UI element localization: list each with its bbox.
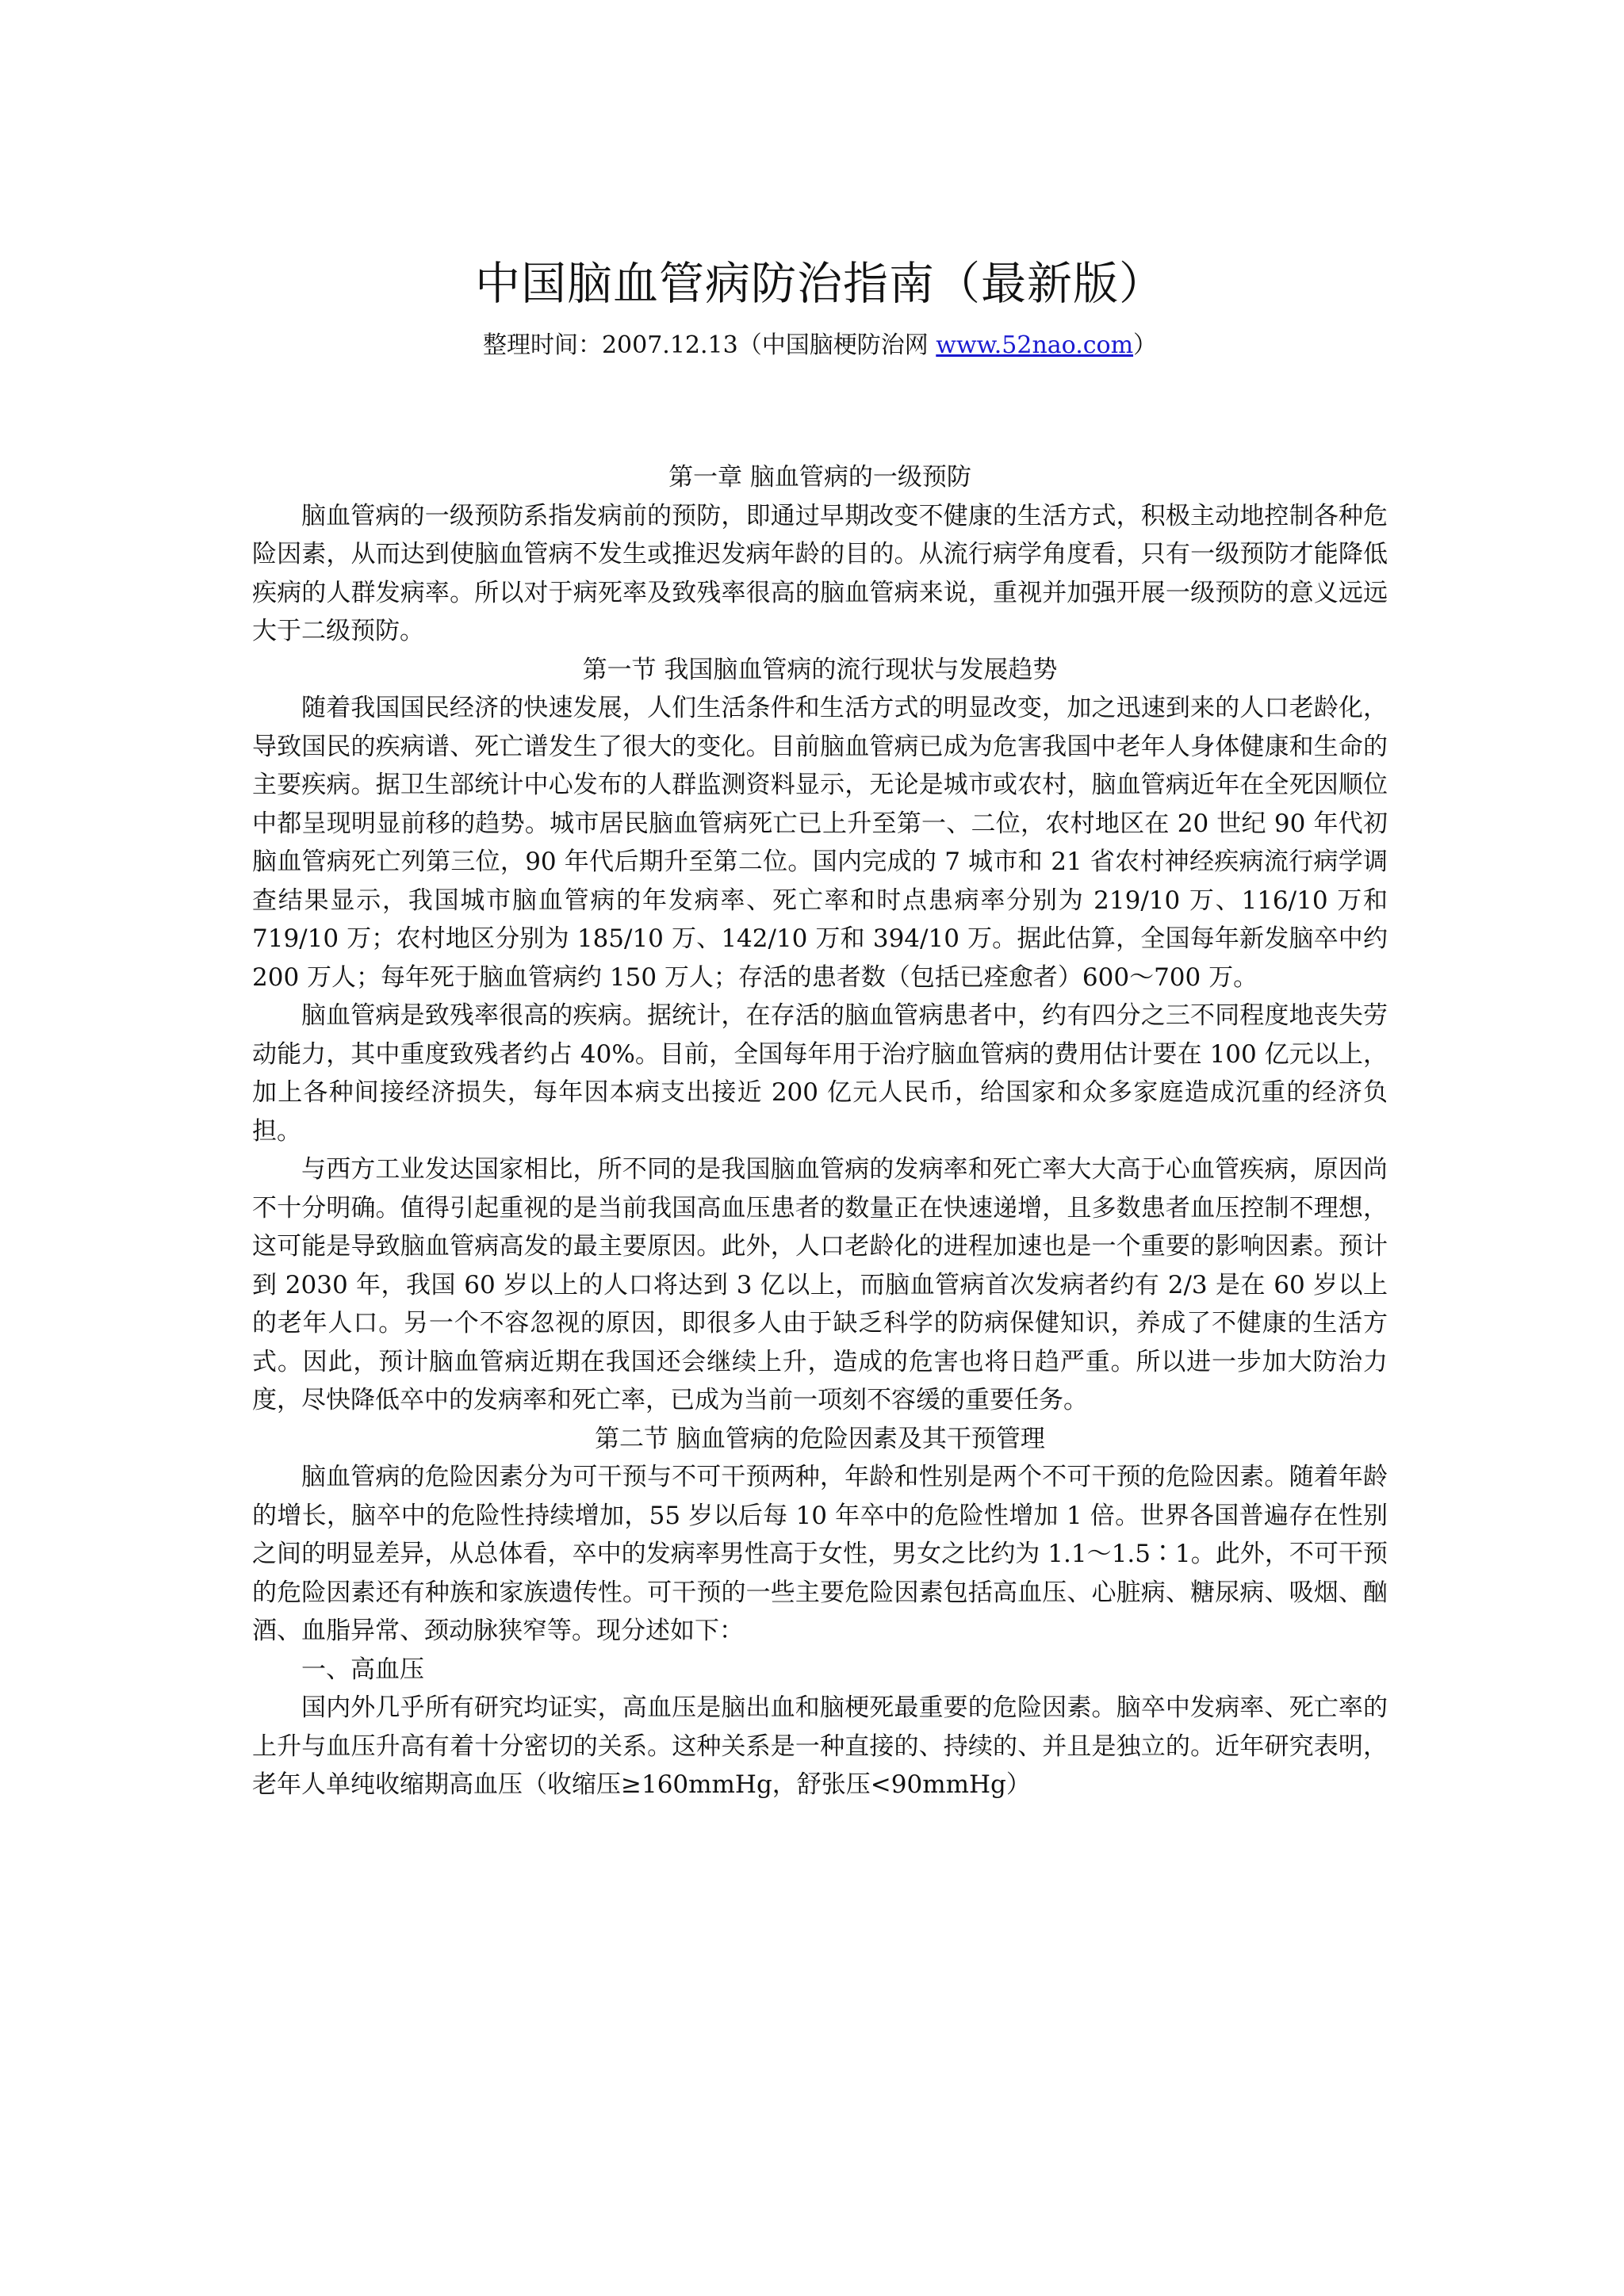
- subtitle-date: 整理时间：2007.12.13（中国脑梗防治网: [482, 331, 936, 359]
- document-title: 中国脑血管病防治指南（最新版）: [475, 258, 1165, 310]
- paragraph: 脑血管病的危险因素分为可干预与不可干预两种，年龄和性别是两个不可干预的危险因素。随着年龄的增长，脑卒中的危险性持续增加，55 岁以后每 10 年卒中的危险性增加 1 倍。世界各国普遍存在性别之间的明显差异，从总体看，卒中的发病率男性高于女性，男女之比约为 1.1～1.5∶1。此外，不可干预的危险因素还有种族和家族遗传性。可干预的一些主要危险因素包括高血压、心脏病、糖尿病、吸烟、酗酒、血脂异常、颈动脉狭窄等。现分述如下：: [252, 1463, 1388, 1645]
- section-heading-1: 第一节 我国脑血管病的流行现状与发展趋势: [582, 655, 1058, 684]
- paragraph: 脑血管病是致残率很高的疾病。据统计，在存活的脑血管病患者中，约有四分之三不同程度地丧失劳动能力，其中重度致残者约占 40%。目前，全国每年用于治疗脑血管病的费用估计要在 100 亿元以上，加上各种间接经济损失，每年因本病支出接近 200 亿元人民币，给国家和众多家庭造成沉重的经济负担。: [252, 1001, 1388, 1146]
- paragraph: 与西方工业发达国家相比，所不同的是我国脑血管病的发病率和死亡率大大高于心血管疾病，原因尚不十分明确。值得引起重视的是当前我国高血压患者的数量正在快速递增，且多数患者血压控制不理想，这可能是导致脑血管病高发的最主要原因。此外，人口老龄化的进程加速也是一个重要的影响因素。预计到 2030 年，我国 60 岁以上的人口将达到 3 亿以上，而脑血管病首次发病者约有 2/3 是在 60 岁以上的老年人口。另一个不容忽视的原因，即很多人由于缺乏科学的防病保健知识，养成了不健康的生活方式。因此，预计脑血管病近期在我国还会继续上升，造成的危害也将日趋严重。所以进一步加大防治力度，尽快降低卒中的发病率和死亡率，已成为当前一项刻不容缓的重要任务。: [252, 1155, 1388, 1414]
- subtitle-close: ）: [1133, 331, 1158, 359]
- document-body: [252, 458, 1388, 1804]
- chapter-heading: 第一章 脑血管病的一级预防: [668, 463, 971, 492]
- section-heading-2: 第二节 脑血管病的危险因素及其干预管理: [595, 1424, 1045, 1453]
- paragraph-intro: 脑血管病的一级预防系指发病前的预防，即通过早期改变不健康的生活方式，积极主动地控制各种危险因素，从而达到使脑血管病不发生或推迟发病年龄的目的。从流行病学角度看，只有一级预防才能降低疾病的人群发病率。所以对于病死率及致残率很高的脑血管病来说，重视并加强开展一级预防的意义远远大于二级预防。: [252, 501, 1388, 645]
- source-link[interactable]: www.52nao.com: [936, 331, 1134, 359]
- subheading-hypertension: 一、高血压: [301, 1655, 424, 1684]
- document-subtitle: [252, 327, 1388, 365]
- paragraph: 随着我国国民经济的快速发展，人们生活条件和生活方式的明显改变，加之迅速到来的人口老龄化，导致国民的疾病谱、死亡谱发生了很大的变化。目前脑血管病已成为危害我国中老年人身体健康和生命的主要疾病。据卫生部统计中心发布的人群监测资料显示，无论是城市或农村，脑血管病近年在全死因顺位中都呈现明显前移的趋势。城市居民脑血管病死亡已上升至第一、二位，农村地区在 20 世纪 90 年代初脑血管病死亡列第三位，90 年代后期升至第二位。国内完成的 7 城市和 21 省农村神经疾病流行病学调查结果显示，我国城市脑血管病的年发病率、死亡率和时点患病率分别为 219/10 万、116/10 万和 719/10 万；农村地区分别为 185/10 万、142/10 万和 394/10 万。据此估算，全国每年新发脑卒中约 200 万人；每年死于脑血管病约 150 万人；存活的患者数（包括已痊愈者）600～700 万。: [252, 694, 1388, 992]
- paragraph: 国内外几乎所有研究均证实，高血压是脑出血和脑梗死最重要的危险因素。脑卒中发病率、死亡率的上升与血压升高有着十分密切的关系。这种关系是一种直接的、持续的、并且是独立的。近年研究表明，老年人单纯收缩期高血压（收缩压≥160mmHg，舒张压<90mmHg）: [252, 1693, 1388, 1799]
